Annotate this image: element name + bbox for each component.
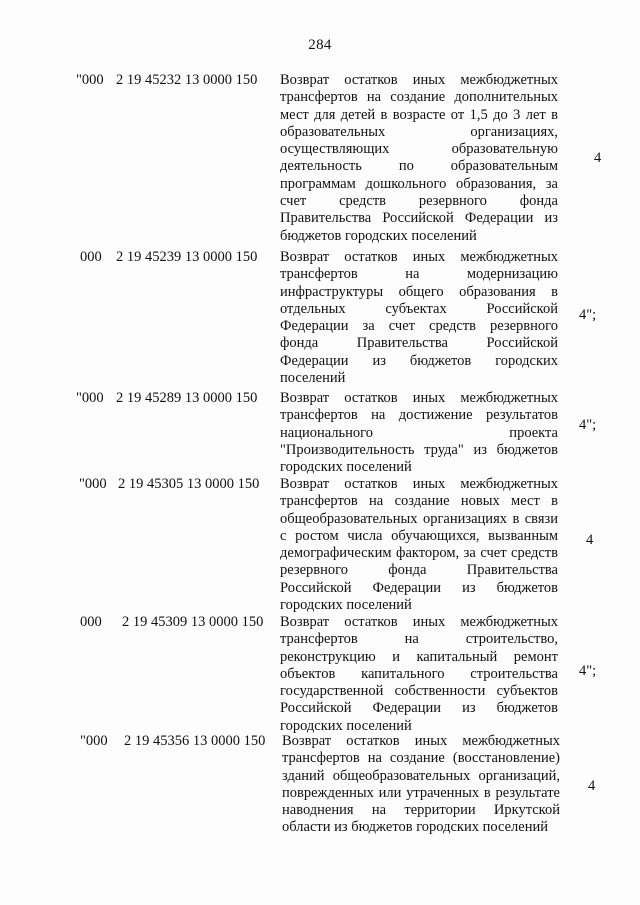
- admin-code: "000: [76, 72, 104, 88]
- name-line: деятельность по образовательным: [280, 158, 558, 175]
- name-line: Возврат остатков иных межбюджетных: [280, 476, 558, 492]
- name-line: образовательных организациях,: [280, 123, 558, 140]
- income-name: [282, 733, 560, 837]
- admin-code: 000: [80, 614, 102, 630]
- name-line: трансфертов на создание новых мест в: [280, 493, 558, 510]
- name-line: трансфертов на модернизацию: [280, 266, 558, 283]
- page-number: 284: [308, 37, 332, 53]
- name-line: Возврат остатков иных межбюджетных: [280, 390, 558, 406]
- name-line: общеобразовательных организациях в связи: [280, 510, 558, 527]
- name-line: осуществляющих образовательную: [280, 141, 558, 158]
- name-line: городских поселений: [280, 597, 412, 614]
- budget-classification-code: 2 19 45356 13 0000 150: [124, 733, 266, 749]
- admin-code: 000: [80, 249, 102, 265]
- name-line: городских поселений: [280, 717, 412, 734]
- name-line: наводнения на территории Иркутской: [282, 802, 560, 819]
- budget-classification-code: 2 19 45289 13 0000 150: [116, 390, 258, 406]
- income-name: [280, 72, 558, 245]
- name-line: фонда Правительства Российской: [280, 335, 558, 352]
- admin-code: "000: [79, 476, 107, 492]
- name-line: с ростом числа обучающихся, вызванным: [280, 527, 558, 544]
- name-line: Российской Федерации из бюджетов: [280, 700, 558, 717]
- name-line: трансфертов на создание (восстановление): [282, 750, 560, 767]
- name-line: Правительства Российской Федерации из: [280, 210, 558, 227]
- name-line: реконструкцию и капитальный ремонт: [280, 648, 558, 665]
- income-name: [280, 476, 558, 614]
- name-line: "Производительность труда" из бюджетов: [280, 441, 558, 458]
- row-code: 4: [586, 532, 594, 548]
- name-line: отдельных субъектах Российской: [280, 300, 558, 317]
- income-name: [280, 249, 558, 387]
- name-line: национального проекта: [280, 424, 558, 441]
- name-line: объектов капитального строительства: [280, 665, 558, 682]
- income-name: [280, 614, 558, 735]
- name-line: поврежденных или утраченных в результате: [282, 784, 560, 801]
- budget-classification-code: 2 19 45239 13 0000 150: [116, 249, 258, 265]
- name-line: государственной собственности субъектов: [280, 683, 558, 700]
- name-line: Федерации из бюджетов городских: [280, 352, 558, 369]
- name-line: зданий общеобразовательных организаций,: [282, 767, 560, 784]
- name-line: трансфертов на создание дополнительных: [280, 89, 558, 106]
- budget-classification-code: 2 19 45305 13 0000 150: [118, 476, 260, 492]
- name-line: демографическим фактором, за счет средств: [280, 545, 558, 562]
- name-line: Возврат остатков иных межбюджетных: [282, 733, 560, 749]
- name-line: Возврат остатков иных межбюджетных: [280, 614, 558, 630]
- budget-classification-code: 2 19 45309 13 0000 150: [122, 614, 264, 630]
- name-line: программам дошкольного образования, за: [280, 175, 558, 192]
- row-code: 4";: [579, 417, 597, 433]
- name-line: счет средств резервного фонда: [280, 193, 558, 210]
- name-line: трансфертов на достижение результатов: [280, 407, 558, 424]
- name-line: Возврат остатков иных межбюджетных: [280, 72, 558, 88]
- row-code: 4: [594, 150, 602, 166]
- admin-code: "000: [76, 390, 104, 406]
- name-line: инфраструктуры общего образования в: [280, 283, 558, 300]
- name-line: трансфертов на строительство,: [280, 631, 558, 648]
- name-line: мест для детей в возрасте от 1,5 до 3 лет в: [280, 106, 558, 123]
- name-line: Федерации за счет средств резервного: [280, 318, 558, 335]
- name-line: области из бюджетов городских поселений: [282, 819, 548, 836]
- admin-code: "000: [80, 733, 108, 749]
- name-line: резервного фонда Правительства: [280, 562, 558, 579]
- row-code: 4";: [579, 307, 597, 323]
- name-line: Российской Федерации из бюджетов: [280, 579, 558, 596]
- budget-classification-code: 2 19 45232 13 0000 150: [116, 72, 258, 88]
- name-line: городских поселений: [280, 459, 412, 476]
- row-code: 4";: [579, 663, 597, 679]
- name-line: поселений: [280, 370, 346, 387]
- income-name: [280, 390, 558, 476]
- name-line: бюджетов городских поселений: [280, 227, 477, 244]
- row-code: 4: [588, 778, 596, 794]
- name-line: Возврат остатков иных межбюджетных: [280, 249, 558, 265]
